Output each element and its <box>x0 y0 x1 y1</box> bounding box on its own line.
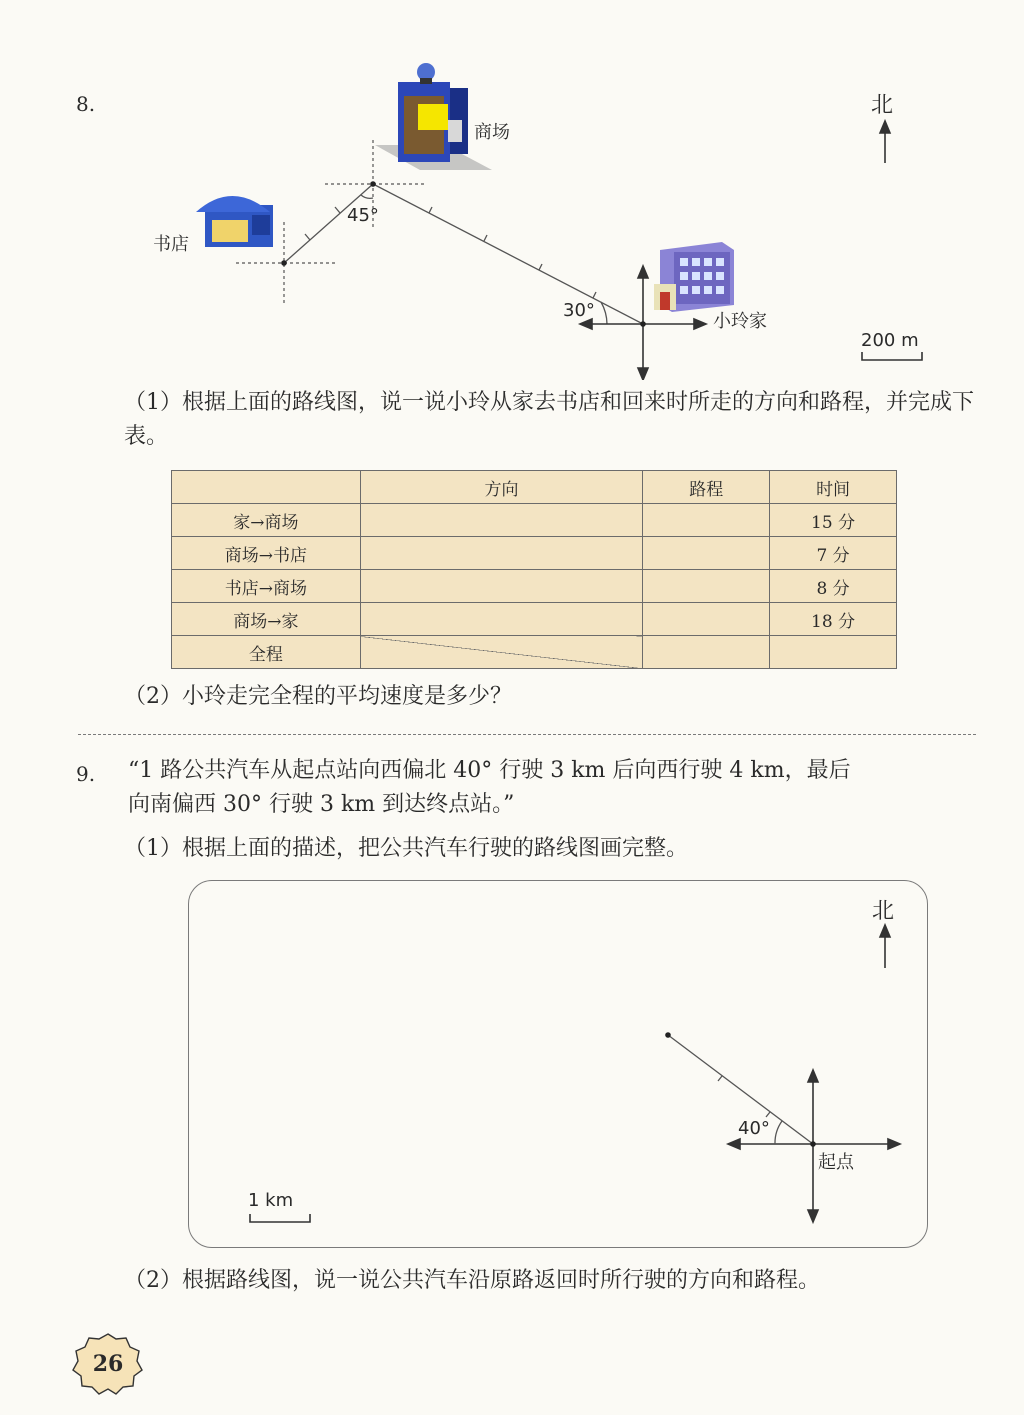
q9-text-line2: 向南偏西 30° 行驶 3 km 到达终点站。” <box>128 792 515 817</box>
table-row <box>172 570 897 603</box>
mall-building <box>375 63 492 170</box>
route-cell: 书店→商场 <box>172 570 361 603</box>
bookstore-label: 书店 <box>153 234 189 255</box>
time-cell: 15 分 <box>770 504 897 537</box>
table-row <box>172 603 897 636</box>
direction-cell <box>360 537 643 570</box>
q9-text-line1: “1 路公共汽车从起点站向西偏北 40° 行驶 3 km 后向西行驶 4 km，最后 <box>128 758 851 783</box>
route-cell: 全程 <box>172 636 361 669</box>
north-arrow-icon <box>880 121 890 163</box>
q8-part1-text: （1）根据上面的路线图，说一说小玲从家去书店和回来时所走的方向和路程，并完成下表。 <box>124 390 974 449</box>
route-diagram-q8 <box>0 0 1024 380</box>
route-cell: 商场→书店 <box>172 537 361 570</box>
home-label: 小玲家 <box>713 311 767 332</box>
time-cell: 7 分 <box>770 537 897 570</box>
distance-cell <box>643 570 770 603</box>
section-divider <box>78 734 976 735</box>
scale-bar <box>862 352 922 360</box>
table-row <box>172 636 897 669</box>
scale-label: 200 m <box>861 330 919 351</box>
q9-part1-text: （1）根据上面的描述，把公共汽车行驶的路线图画完整。 <box>124 836 688 861</box>
time-cell <box>770 636 897 669</box>
distance-cell <box>643 636 770 669</box>
north-label: 北 <box>871 93 894 118</box>
scale-label-q9: 1 km <box>248 1190 294 1211</box>
time-cell: 8 分 <box>770 570 897 603</box>
table-header-time: 时间 <box>770 471 897 504</box>
angle-30-label: 30° <box>563 300 595 321</box>
route-mall-home <box>373 184 643 324</box>
start-label: 起点 <box>818 1152 854 1173</box>
direction-cell <box>360 603 643 636</box>
table-header-direction: 方向 <box>360 471 643 504</box>
direction-cell <box>360 570 643 603</box>
direction-cell <box>360 636 643 669</box>
time-cell: 18 分 <box>770 603 897 636</box>
distance-cell <box>643 603 770 636</box>
table-header-empty <box>172 471 361 504</box>
angle-40-label: 40° <box>738 1118 770 1139</box>
page-number: 26 <box>92 1351 124 1377</box>
question-number-9: 9. <box>76 762 96 786</box>
route-table <box>171 470 897 669</box>
angle-45-label: 45° <box>347 205 379 226</box>
page-number-badge <box>70 1330 146 1396</box>
route-cell: 商场→家 <box>172 603 361 636</box>
home-building <box>654 242 734 312</box>
table-row <box>172 537 897 570</box>
table-header-distance: 路程 <box>643 471 770 504</box>
q9-part2-text: （2）根据路线图，说一说公共汽车沿原路返回时所行驶的方向和路程。 <box>124 1268 820 1293</box>
drawing-area[interactable] <box>188 880 928 1248</box>
direction-cell <box>360 504 643 537</box>
north-label-q9: 北 <box>872 899 895 924</box>
table-row <box>172 504 897 537</box>
q8-part2-text: （2）小玲走完全程的平均速度是多少？ <box>124 684 512 709</box>
route-cell: 家→商场 <box>172 504 361 537</box>
mall-label: 商场 <box>474 122 510 143</box>
distance-cell <box>643 504 770 537</box>
distance-cell <box>643 537 770 570</box>
question-number-8: 8. <box>76 92 96 116</box>
bookstore-building <box>196 196 273 247</box>
